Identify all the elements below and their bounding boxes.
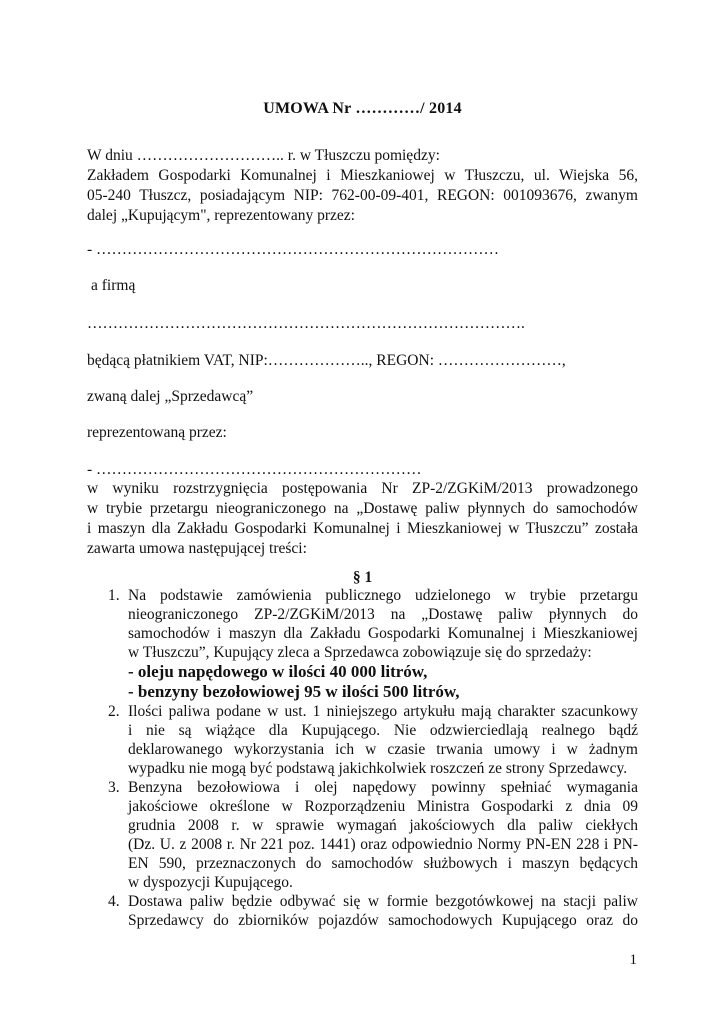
list-item [108, 702, 638, 778]
list-item [108, 778, 638, 892]
section-heading: § 1 [352, 569, 373, 586]
list-item-line: EN 590, przeznaczonych do samochodów służbowych i maszyn będących [128, 855, 638, 872]
list-item-number: 4. [108, 893, 120, 910]
result-paragraph [87, 479, 638, 559]
buyer-representative-line: - …………………………………………………………………… [87, 241, 500, 258]
vat-line: będącą płatnikiem VAT, NIP:……………….., REGON: ……………………, [87, 352, 566, 369]
seller-representative-line: - ……………………………………………………… [87, 461, 422, 478]
intro-line-date: W dniu ……………………….. r. w Tłuszczu pomiędzy: [87, 147, 440, 164]
petrol-quantity: - benzyny bezołowiowej 95 w ilości 500 litrów, [128, 682, 460, 701]
list-item-line: (Dz. U. z 2008 r. Nr 221 poz. 1441) oraz odpowiednio Normy PN-EN 228 i PN- [128, 836, 638, 853]
list-item-line: wypadku nie mogą być podstawą jakichkolwiek roszczeń ze strony Sprzedawcy. [128, 760, 628, 777]
document-title: UMOWA Nr …………/ 2014 [263, 100, 462, 117]
result-line: zawarta umowa następującej treści: [87, 540, 307, 557]
list-item-line: Dostawa paliw będzie odbywać się w formie bezgotówkowej na stacji paliw [128, 893, 638, 910]
numbered-list [108, 586, 638, 930]
list-item [108, 586, 638, 702]
intro-paragraph [87, 146, 638, 226]
result-line: i maszyn dla Zakładu Gospodarki Komunalnej i Mieszkaniowej w Tłuszczu” została [87, 520, 638, 537]
list-item [108, 892, 638, 930]
result-line: w wyniku rozstrzygnięcia postępowania Nr ZP-2/ZGKiM/2013 prowadzonego [87, 480, 638, 497]
intro-line-buyer-name: Zakładem Gospodarki Komunalnej i Mieszkaniowej w Tłuszczu, ul. Wiejska 56, [87, 167, 638, 184]
intro-line-buyer-ids: 05-240 Tłuszcz, posiadającym NIP: 762-00-09-401, REGON: 001093676, zwanym [87, 187, 638, 204]
diesel-quantity: - oleju napędowego w ilości 40 000 litrów, [128, 662, 428, 681]
and-company-text: a firmą [91, 277, 136, 294]
list-item-line: deklarowanego wykorzystania ich w czasie trwania umowy i w żadnym [128, 741, 638, 758]
list-item-line: w dyspozycji Kupującego. [128, 874, 293, 891]
list-item-line: grudnia 2008 r. w sprawie wymagań jakościowych dla paliw ciekłych [128, 817, 638, 834]
list-item-line: i nie są wiążące dla Kupującego. Nie odzwierciedlają realnego bądź [128, 722, 638, 739]
list-item-line: Benzyna bezołowiowa i olej napędowy powinny spełniać wymagania [128, 779, 638, 796]
list-item-line: Na podstawie zamówienia publicznego udzielonego w trybie przetargu [128, 587, 638, 604]
list-item-line: samochodów i maszyn dla Zakładu Gospodarki Komunalnej i Mieszkaniowej [128, 625, 638, 642]
result-line: w trybie przetargu nieograniczonego na „Dostawę paliw płynnych do samochodów [87, 500, 638, 517]
seller-called-text: zwaną dalej „Sprzedawcą” [87, 388, 254, 405]
list-item-number: 2. [108, 703, 120, 720]
list-item-line: nieograniczonego ZP-2/ZGKiM/2013 na „Dostawę paliw płynnych do [128, 606, 638, 623]
list-item-line: Sprzedawcy do zbiorników pojazdów samochodowych Kupującego oraz do [128, 912, 638, 929]
list-item-line: Ilości paliwa podane w ust. 1 niniejszego artykułu mają charakter szacunkowy [128, 703, 638, 720]
represented-by-text: reprezentowaną przez: [87, 424, 227, 441]
company-name-line: …………………………………………………………………………. [87, 315, 525, 332]
page-number: 1 [629, 952, 637, 968]
list-item-number: 1. [108, 587, 120, 604]
list-item-line: w Tłuszczu”, Kupujący zleca a Sprzedawca zobowiązuje się do sprzedaży: [128, 644, 592, 661]
list-item-line: jakościowe określone w Rozporządzeniu Ministra Gospodarki z dnia 09 [128, 798, 638, 815]
list-item-number: 3. [108, 779, 120, 796]
intro-line-buyer-called: dalej „Kupującym", reprezentowany przez: [87, 207, 355, 224]
